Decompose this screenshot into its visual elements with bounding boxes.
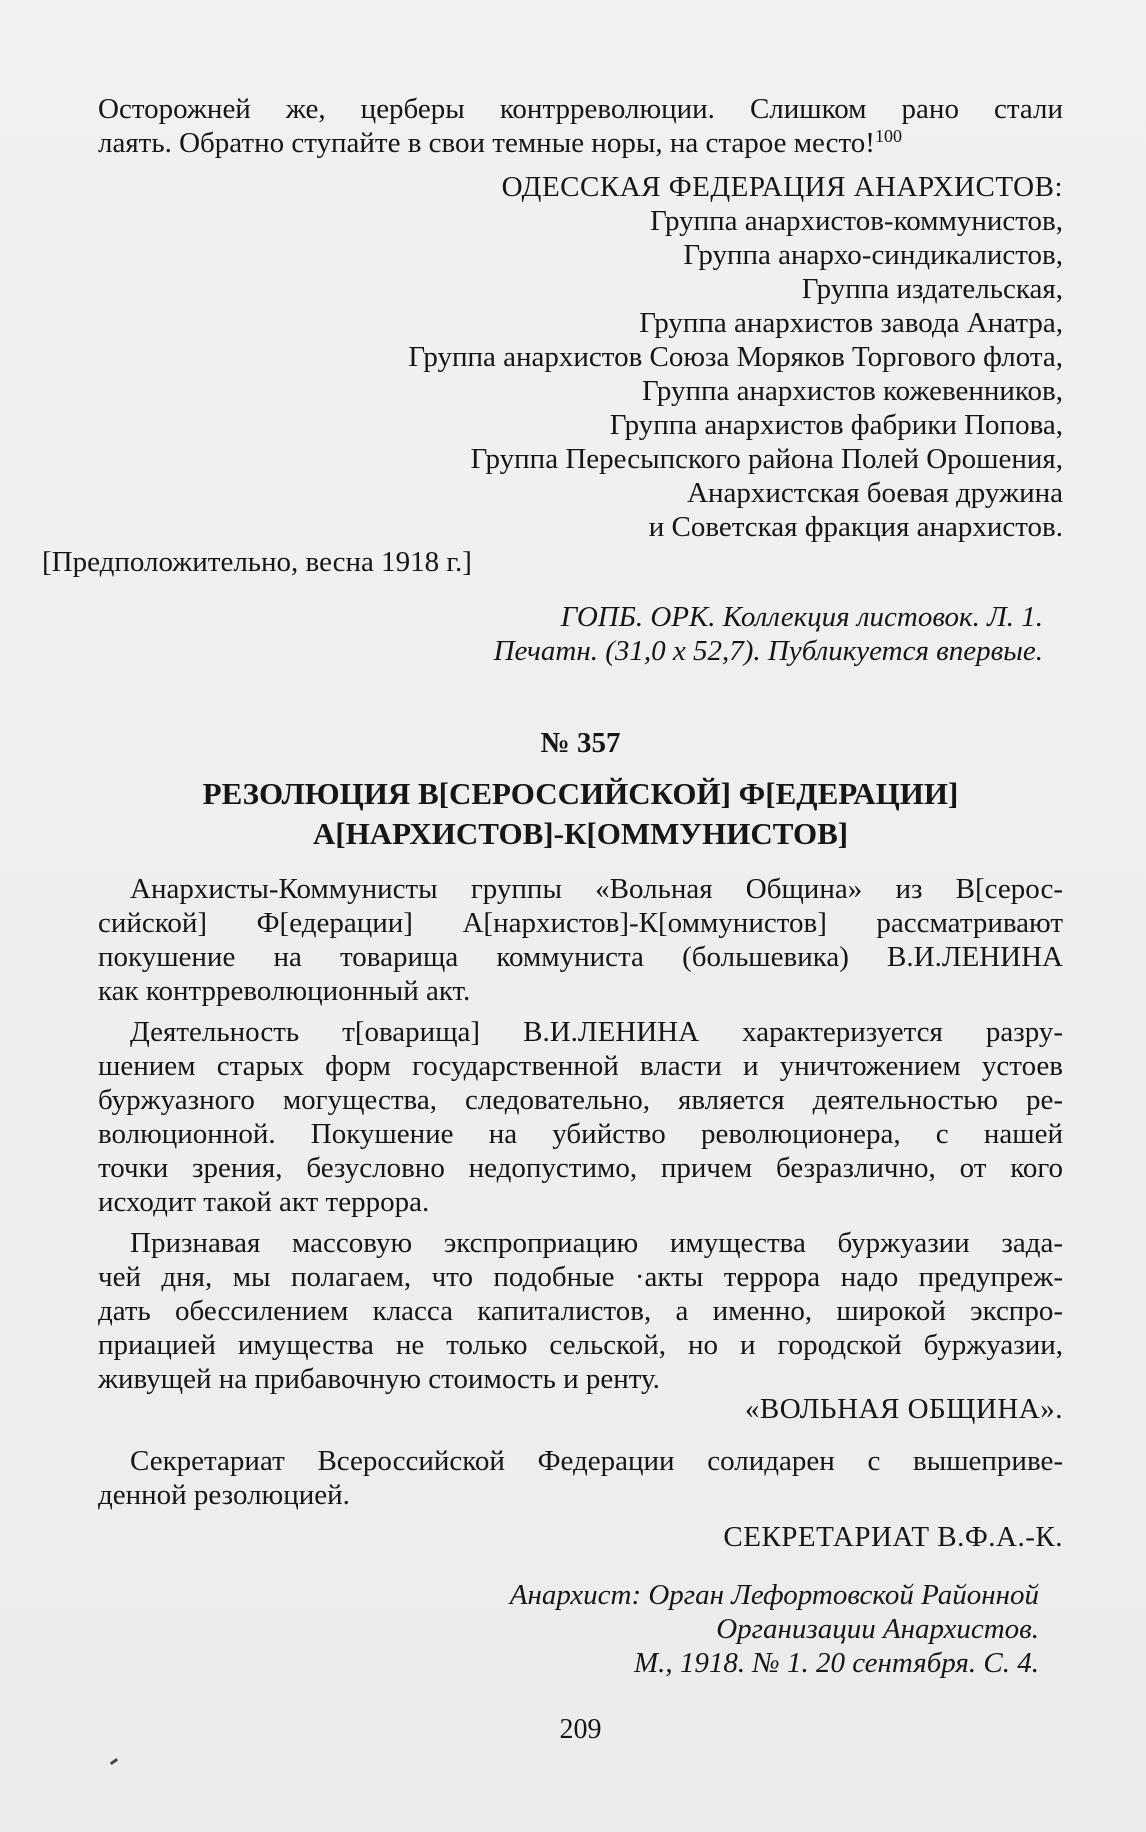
text-line: волюционной. Покушение на убийство революционера, с нашей: [98, 1118, 1063, 1150]
source-line: М., 1918. № 1. 20 сентября. С. 4.: [633, 1647, 1039, 1679]
signature-text: «ВОЛЬНАЯ ОБЩИНА».: [744, 1393, 1063, 1425]
text-line: буржуазного могущества, следовательно, является деятельностью ре-: [98, 1084, 1063, 1116]
text-line: Анархисты-Коммунисты группы «Вольная Община» из В[серос-: [130, 873, 1063, 905]
source-line: Анархист: Орган Лефортовской Районной: [509, 1579, 1039, 1611]
text-line: Признавая массовую экспроприацию имущества буржуазии зада-: [130, 1227, 1063, 1259]
document-header: [98, 726, 1063, 854]
document-title-line: РЕЗОЛЮЦИЯ В[СЕРОССИЙСКОЙ] Ф[ЕДЕРАЦИИ]: [202, 776, 959, 811]
document-title-line: А[НАРХИСТОВ]-К[ОММУНИСТОВ]: [312, 816, 849, 851]
text-line: [98, 126, 1063, 160]
text-line: Секретариат Всероссийской Федерации солидарен с вышеприве-: [130, 1445, 1063, 1477]
signature-volnaya-obshchina: [98, 1392, 1063, 1426]
group-name: Группа анархистов Союза Моряков Торгового флота,: [408, 341, 1063, 373]
date-note-text: [Предположительно, весна 1918 г.]: [42, 546, 472, 578]
source-line: ГОПБ. ОРК. Коллекция листовок. Л. 1.: [560, 601, 1043, 633]
page-footer: [98, 1713, 1063, 1747]
text-line: покушение на товарища коммуниста (большевика) В.И.ЛЕНИНА: [98, 941, 1063, 973]
resolution-paragraph-4: [98, 1444, 1063, 1512]
group-name: Группа анархистов завода Анатра,: [639, 307, 1063, 339]
group-name: Группа анархистов кожевенников,: [641, 375, 1063, 407]
resolution-paragraph-1: [98, 872, 1063, 1008]
date-note: [42, 545, 1063, 579]
text-line: исходит такой акт террора.: [98, 1186, 430, 1218]
text-line: шением старых форм государственной власти и уничтожением устоев: [98, 1050, 1063, 1082]
source-line: Организации Анархистов.: [716, 1613, 1039, 1645]
text-line: чей дня, мы полагаем, что подобные ·акты террора надо предупреж-: [98, 1261, 1063, 1293]
text-line: дать обессилением класса капиталистов, а именно, широкой экспро-: [98, 1295, 1063, 1327]
leaflet-source: [98, 600, 1063, 668]
text-line: живущей на прибавочную стоимость и ренту.: [98, 1363, 660, 1395]
group-name: Группа издательская,: [801, 273, 1063, 305]
signature-secretariat: [98, 1520, 1063, 1554]
resolution-paragraph-2: [98, 1015, 1063, 1219]
text-line: сийской] Ф[едерации] А[нархистов]-К[оммунистов] рассматривают: [98, 907, 1063, 939]
text-line: точки зрения, безусловно недопустимо, причем безразлично, от кого: [98, 1152, 1063, 1184]
document-source: [98, 1578, 1063, 1680]
text-line: Деятельность т[оварища] В.И.ЛЕНИНА характеризуется разру-: [130, 1016, 1063, 1048]
organization-signature: [98, 170, 1063, 544]
text-line: денной резолюцией.: [98, 1479, 350, 1511]
document-number: № 357: [540, 727, 621, 759]
group-name: и Советская фракция анархистов.: [648, 511, 1063, 543]
text-line-part: лаять. Обратно ступайте в свои темные норы, на старое место!: [98, 127, 875, 159]
footnote-marker: 100: [874, 126, 902, 146]
organization-name: ОДЕССКАЯ ФЕДЕРАЦИЯ АНАРХИСТОВ:: [501, 171, 1063, 203]
group-name: Группа анархистов-коммунистов,: [650, 205, 1063, 237]
source-line: Печатн. (31,0 х 52,7). Публикуется впервые.: [493, 635, 1043, 667]
group-name: Группа Пересыпского района Полей Орошения,: [470, 443, 1063, 475]
page-number: 209: [559, 1714, 602, 1745]
ink-speck: [110, 1758, 118, 1765]
signature-text: СЕКРЕТАРИАТ В.Ф.А.-К.: [723, 1521, 1063, 1553]
text-line: Осторожней же, церберы контрреволюции. Слишком рано стали: [98, 93, 1063, 125]
group-name: Группа анархистов фабрики Попова,: [609, 409, 1063, 441]
resolution-paragraph-3: [98, 1226, 1063, 1396]
leaflet-closing-paragraph: [98, 92, 1063, 160]
text-line: приацией имущества не только сельской, но и городской буржуазии,: [98, 1329, 1063, 1361]
group-name: Анархистская боевая дружина: [687, 477, 1063, 509]
text-line: как контрреволюционный акт.: [98, 975, 471, 1007]
group-name: Группа анархо-синдикалистов,: [683, 239, 1063, 271]
